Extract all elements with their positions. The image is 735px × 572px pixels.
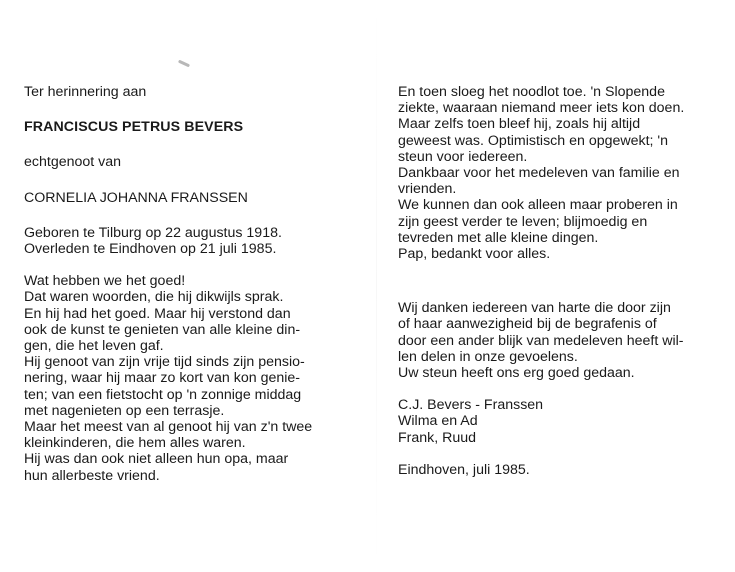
signature-block (398, 397, 688, 446)
text-line: hun allerbeste vriend. (24, 467, 160, 484)
text-line: Pap, bedankt voor alles. (398, 246, 551, 263)
card-fold (376, 0, 377, 572)
text-line: ten; van een fietstocht op 'n zonnige middag (24, 386, 302, 403)
signature-line: C.J. Bevers - Franssen (398, 397, 544, 414)
thanks-line: len delen in onze gevoelens. (398, 348, 578, 365)
text-line: nering, waar hij maar zo kort van kon genie- (24, 370, 301, 387)
left-text-block (24, 273, 364, 484)
paper-mark (178, 60, 190, 68)
text-line: En hij had het goed. Maar hij verstond dan (24, 305, 291, 322)
text-line: zijn geest verder te leven; blijmoedig en (398, 213, 648, 230)
birth-line: Geboren te Tilburg op 22 augustus 1918. (24, 224, 282, 241)
text-line: Dankbaar voor het medeleven van familie en (398, 165, 680, 182)
text-line: Hij was dan ook niet alleen hun opa, maar (24, 451, 289, 468)
thanks-line: door een ander blijk van medeleven heeft wil- (398, 332, 684, 349)
deceased-name: FRANCISCUS PETRUS BEVERS (24, 119, 244, 136)
signature-line: Wilma en Ad (398, 413, 478, 430)
text-line: Dat waren woorden, die hij dikwijls sprak. (24, 289, 284, 306)
text-line: kleinkinderen, die hem alles waren. (24, 435, 246, 452)
spouse-name: CORNELIA JOHANNA FRANSSEN (24, 189, 248, 206)
thanks-line: Wij danken iedereen van harte die door zijn (398, 300, 671, 317)
right-column (398, 84, 688, 478)
text-line: steun voor iedereen. (398, 148, 528, 165)
thanks-line: of haar aanwezigheid bij de begrafenis of (398, 316, 657, 333)
text-line: ziekte, waaraan niemand meer iets kon doen. (398, 100, 685, 117)
relation-text: echtgenoot van (24, 154, 122, 171)
right-text-block (398, 84, 688, 262)
text-line: vrienden. (398, 181, 457, 198)
thanks-line: Uw steun heeft ons erg goed gedaan. (398, 365, 635, 382)
text-line: tevreden met alle kleine dingen. (398, 229, 599, 246)
text-line: Maar zelfs toen bleef hij, zoals hij altijd (398, 116, 641, 133)
text-line: met nagenieten op een terrasje. (24, 402, 225, 419)
text-line: gen, die het leven gaf. (24, 338, 164, 355)
place-date: Eindhoven, juli 1985. (398, 461, 530, 478)
intro-text: Ter herinnering aan (24, 84, 147, 100)
text-line: Wat hebben we het goed! (24, 273, 186, 290)
text-line: ook de kunst te genieten van alle kleine din- (24, 321, 301, 338)
text-line: Maar het meest van al genoot hij van z'n twee (24, 419, 313, 436)
text-line: Hij genoot van zijn vrije tijd sinds zijn pensio- (24, 354, 305, 371)
thanks-block (398, 300, 688, 381)
text-line: We kunnen dan ook alleen maar proberen in (398, 197, 678, 214)
left-column (24, 84, 364, 484)
signature-line: Frank, Ruud (398, 429, 477, 446)
death-line: Overleden te Eindhoven op 21 juli 1985. (24, 241, 277, 258)
text-line: geweest was. Optimistisch en opgewekt; 'n (398, 132, 669, 149)
text-line: En toen sloeg het noodlot toe. 'n Slopende (398, 84, 665, 100)
